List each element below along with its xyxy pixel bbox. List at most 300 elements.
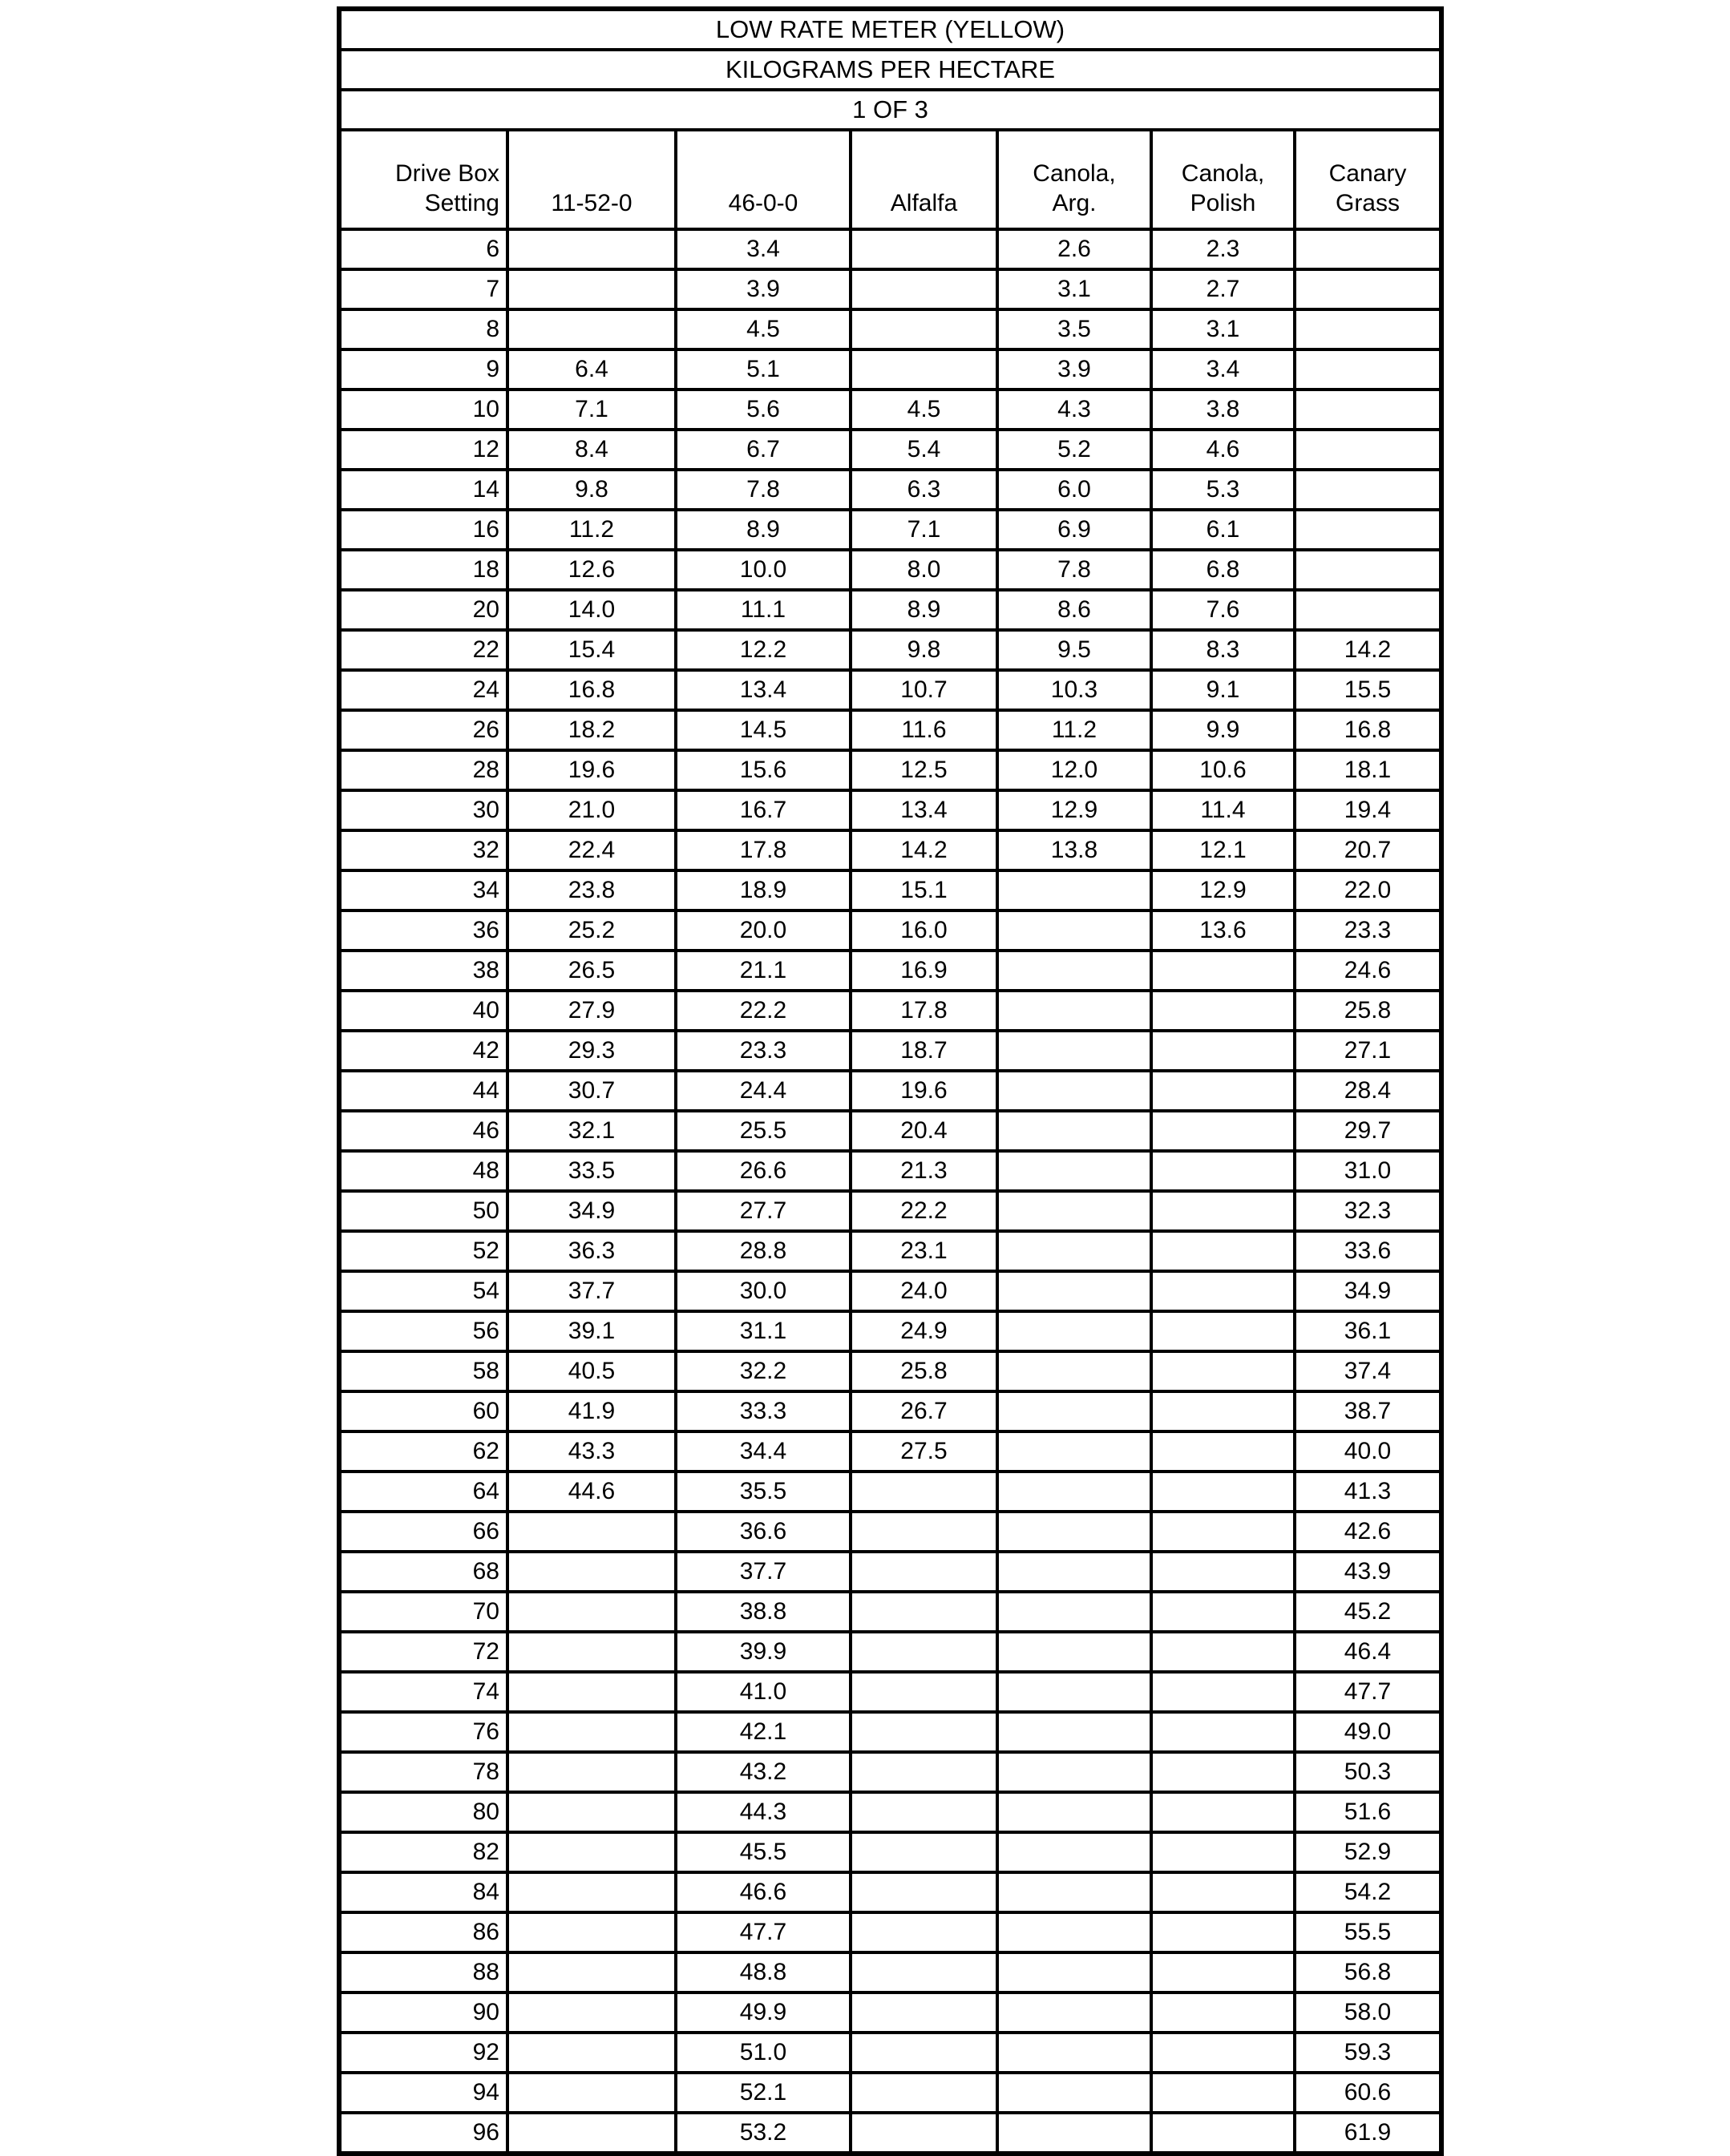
rate-value-cell-canola-polish: 7.6 (1151, 590, 1295, 630)
title-row (339, 9, 1441, 50)
table-row (339, 1191, 1441, 1231)
rate-value-cell-canola-arg: 11.2 (997, 710, 1151, 750)
table-row (339, 710, 1441, 750)
table-row (339, 991, 1441, 1031)
rate-value-cell-11-52-0: 8.4 (507, 430, 676, 470)
rate-value-cell-canola-polish: 9.9 (1151, 710, 1295, 750)
drive-box-setting-cell: 28 (339, 750, 507, 790)
rate-value-cell-canola-polish (1151, 951, 1295, 991)
rate-value-cell-11-52-0: 15.4 (507, 630, 676, 670)
rate-value-cell-11-52-0 (507, 1952, 676, 1992)
rate-value-cell-canary-grass: 61.9 (1295, 2113, 1441, 2154)
drive-box-setting-cell: 7 (339, 269, 507, 309)
drive-box-setting-cell: 44 (339, 1071, 507, 1111)
rate-value-cell-canola-arg (997, 910, 1151, 951)
rate-value-cell-canola-polish (1151, 2073, 1295, 2113)
rate-value-cell-alfalfa: 24.9 (851, 1311, 997, 1351)
rate-value-cell-canola-arg (997, 2073, 1151, 2113)
rate-value-cell-canary-grass: 34.9 (1295, 1271, 1441, 1311)
rate-value-cell-canary-grass (1295, 229, 1441, 269)
rate-value-cell-canola-arg: 3.1 (997, 269, 1151, 309)
table-page-indicator: 1 OF 3 (339, 90, 1441, 130)
rate-value-cell-canola-polish (1151, 1992, 1295, 2033)
rate-value-cell-canary-grass: 25.8 (1295, 991, 1441, 1031)
rate-value-cell-46-0-0: 13.4 (676, 670, 851, 710)
rate-value-cell-canola-arg: 13.8 (997, 830, 1151, 870)
rate-value-cell-canola-polish (1151, 2033, 1295, 2073)
drive-box-setting-cell: 22 (339, 630, 507, 670)
rate-value-cell-canary-grass: 19.4 (1295, 790, 1441, 830)
rate-value-cell-46-0-0: 25.5 (676, 1111, 851, 1151)
drive-box-setting-cell: 88 (339, 1952, 507, 1992)
rate-value-cell-alfalfa: 7.1 (851, 510, 997, 550)
drive-box-setting-cell: 92 (339, 2033, 507, 2073)
rate-value-cell-canary-grass: 20.7 (1295, 830, 1441, 870)
rate-value-cell-canary-grass: 41.3 (1295, 1472, 1441, 1512)
rate-value-cell-11-52-0 (507, 1832, 676, 1872)
rate-value-cell-11-52-0: 11.2 (507, 510, 676, 550)
rate-value-cell-canola-arg (997, 1431, 1151, 1472)
table-row (339, 229, 1441, 269)
column-header-canola-arg: Canola, Arg. (997, 130, 1151, 229)
rate-value-cell-canary-grass: 15.5 (1295, 670, 1441, 710)
rate-value-cell-canary-grass: 38.7 (1295, 1391, 1441, 1431)
drive-box-setting-cell: 40 (339, 991, 507, 1031)
table-row (339, 1672, 1441, 1712)
rate-value-cell-46-0-0: 5.1 (676, 349, 851, 390)
table-row (339, 550, 1441, 590)
rate-value-cell-canola-polish (1151, 1592, 1295, 1632)
column-header-row (339, 130, 1441, 229)
column-header-46-0-0: 46-0-0 (676, 130, 851, 229)
rate-value-cell-alfalfa: 20.4 (851, 1111, 997, 1151)
rate-value-cell-11-52-0 (507, 309, 676, 349)
rate-value-cell-canola-arg (997, 1912, 1151, 1952)
rate-value-cell-canola-arg (997, 1311, 1151, 1351)
rate-value-cell-canola-polish (1151, 1231, 1295, 1271)
table-row (339, 2033, 1441, 2073)
rate-value-cell-46-0-0: 35.5 (676, 1472, 851, 1512)
table-row (339, 590, 1441, 630)
drive-box-setting-cell: 90 (339, 1992, 507, 2033)
rate-value-cell-46-0-0: 32.2 (676, 1351, 851, 1391)
rate-value-cell-alfalfa: 24.0 (851, 1271, 997, 1311)
rate-value-cell-canary-grass: 50.3 (1295, 1752, 1441, 1792)
rate-value-cell-11-52-0 (507, 1632, 676, 1672)
table-title: LOW RATE METER (YELLOW) (339, 9, 1441, 50)
rate-value-cell-canary-grass: 29.7 (1295, 1111, 1441, 1151)
rate-value-cell-canary-grass (1295, 269, 1441, 309)
rate-value-cell-alfalfa: 18.7 (851, 1031, 997, 1071)
drive-box-setting-cell: 68 (339, 1552, 507, 1592)
table-row (339, 910, 1441, 951)
rate-value-cell-11-52-0: 26.5 (507, 951, 676, 991)
rate-value-cell-canola-polish: 2.7 (1151, 269, 1295, 309)
rate-value-cell-46-0-0: 27.7 (676, 1191, 851, 1231)
rate-value-cell-11-52-0 (507, 229, 676, 269)
rate-value-cell-canola-arg (997, 951, 1151, 991)
rate-value-cell-alfalfa (851, 1752, 997, 1792)
drive-box-setting-cell: 16 (339, 510, 507, 550)
rate-value-cell-46-0-0: 11.1 (676, 590, 851, 630)
rate-value-cell-canary-grass: 28.4 (1295, 1071, 1441, 1111)
rate-value-cell-canola-polish (1151, 1271, 1295, 1311)
rate-value-cell-46-0-0: 20.0 (676, 910, 851, 951)
drive-box-setting-cell: 20 (339, 590, 507, 630)
column-header-drive-box-setting: Drive Box Setting (339, 130, 507, 229)
rate-value-cell-canary-grass: 52.9 (1295, 1832, 1441, 1872)
rate-value-cell-46-0-0: 38.8 (676, 1592, 851, 1632)
rate-value-cell-canola-polish: 6.8 (1151, 550, 1295, 590)
table-row (339, 870, 1441, 910)
drive-box-setting-cell: 54 (339, 1271, 507, 1311)
rate-value-cell-canola-polish: 10.6 (1151, 750, 1295, 790)
rate-value-cell-canola-arg: 12.9 (997, 790, 1151, 830)
rate-value-cell-canary-grass: 23.3 (1295, 910, 1441, 951)
rate-value-cell-canola-polish (1151, 1672, 1295, 1712)
rate-value-cell-canola-arg (997, 1672, 1151, 1712)
rate-value-cell-46-0-0: 21.1 (676, 951, 851, 991)
rate-value-cell-46-0-0: 16.7 (676, 790, 851, 830)
table-row (339, 1311, 1441, 1351)
rate-value-cell-canola-polish: 12.1 (1151, 830, 1295, 870)
rate-value-cell-11-52-0 (507, 1912, 676, 1952)
table-row (339, 430, 1441, 470)
rate-value-cell-canary-grass (1295, 309, 1441, 349)
rate-value-cell-canola-polish (1151, 1552, 1295, 1592)
rate-value-cell-alfalfa: 13.4 (851, 790, 997, 830)
rate-value-cell-canola-arg (997, 1872, 1151, 1912)
rate-value-cell-11-52-0 (507, 269, 676, 309)
table-row (339, 470, 1441, 510)
rate-value-cell-canary-grass (1295, 390, 1441, 430)
rate-value-cell-canola-arg (997, 2113, 1151, 2154)
rate-value-cell-canola-polish (1151, 1472, 1295, 1512)
table-row (339, 790, 1441, 830)
table-row (339, 2113, 1441, 2154)
drive-box-setting-cell: 8 (339, 309, 507, 349)
rate-value-cell-11-52-0: 19.6 (507, 750, 676, 790)
drive-box-setting-cell: 66 (339, 1512, 507, 1552)
rate-value-cell-46-0-0: 47.7 (676, 1912, 851, 1952)
rate-value-cell-canola-polish (1151, 1311, 1295, 1351)
rate-value-cell-46-0-0: 14.5 (676, 710, 851, 750)
table-row (339, 510, 1441, 550)
rate-value-cell-alfalfa (851, 1472, 997, 1512)
rate-value-cell-46-0-0: 28.8 (676, 1231, 851, 1271)
table-row (339, 1872, 1441, 1912)
drive-box-setting-cell: 64 (339, 1472, 507, 1512)
low-rate-meter-table (337, 6, 1444, 2156)
drive-box-setting-cell: 10 (339, 390, 507, 430)
rate-value-cell-alfalfa: 23.1 (851, 1231, 997, 1271)
drive-box-setting-cell: 48 (339, 1151, 507, 1191)
rate-value-cell-46-0-0: 6.7 (676, 430, 851, 470)
rate-value-cell-46-0-0: 42.1 (676, 1712, 851, 1752)
rate-value-cell-11-52-0 (507, 1792, 676, 1832)
rate-value-cell-alfalfa: 8.0 (851, 550, 997, 590)
rate-value-cell-11-52-0: 12.6 (507, 550, 676, 590)
drive-box-setting-cell: 32 (339, 830, 507, 870)
rate-value-cell-46-0-0: 30.0 (676, 1271, 851, 1311)
rate-value-cell-alfalfa: 11.6 (851, 710, 997, 750)
rate-value-cell-alfalfa: 27.5 (851, 1431, 997, 1472)
rate-value-cell-46-0-0: 5.6 (676, 390, 851, 430)
column-header-canary-grass: Canary Grass (1295, 130, 1441, 229)
rate-value-cell-alfalfa: 9.8 (851, 630, 997, 670)
rate-value-cell-alfalfa (851, 1712, 997, 1752)
rate-value-cell-canola-polish: 4.6 (1151, 430, 1295, 470)
table-row (339, 1472, 1441, 1512)
rate-value-cell-canola-arg (997, 1992, 1151, 2033)
rate-value-cell-canola-arg: 7.8 (997, 550, 1151, 590)
table-row (339, 2073, 1441, 2113)
table-units-subtitle: KILOGRAMS PER HECTARE (339, 50, 1441, 90)
rate-value-cell-46-0-0: 37.7 (676, 1552, 851, 1592)
rate-value-cell-46-0-0: 10.0 (676, 550, 851, 590)
rate-value-cell-11-52-0: 43.3 (507, 1431, 676, 1472)
rate-value-cell-canary-grass: 60.6 (1295, 2073, 1441, 2113)
rate-value-cell-canola-polish: 6.1 (1151, 510, 1295, 550)
rate-value-cell-canola-arg (997, 1191, 1151, 1231)
rate-value-cell-11-52-0: 27.9 (507, 991, 676, 1031)
rate-value-cell-alfalfa: 5.4 (851, 430, 997, 470)
rate-value-cell-canary-grass: 45.2 (1295, 1592, 1441, 1632)
drive-box-setting-cell: 9 (339, 349, 507, 390)
rate-value-cell-alfalfa: 17.8 (851, 991, 997, 1031)
rate-value-cell-11-52-0: 40.5 (507, 1351, 676, 1391)
rate-value-cell-canola-arg: 4.3 (997, 390, 1151, 430)
rate-value-cell-canola-polish (1151, 991, 1295, 1031)
table-row (339, 309, 1441, 349)
rate-value-cell-46-0-0: 43.2 (676, 1752, 851, 1792)
rate-value-cell-11-52-0 (507, 2113, 676, 2154)
table-row (339, 1832, 1441, 1872)
table-row (339, 1031, 1441, 1071)
drive-box-setting-cell: 26 (339, 710, 507, 750)
rate-value-cell-canola-arg (997, 991, 1151, 1031)
rate-value-cell-canola-arg: 6.0 (997, 470, 1151, 510)
rate-value-cell-canola-arg: 10.3 (997, 670, 1151, 710)
rate-value-cell-alfalfa: 16.0 (851, 910, 997, 951)
units-row (339, 50, 1441, 90)
rate-value-cell-canary-grass: 27.1 (1295, 1031, 1441, 1071)
rate-value-cell-alfalfa (851, 2113, 997, 2154)
column-header-canola-polish: Canola, Polish (1151, 130, 1295, 229)
rate-value-cell-46-0-0: 39.9 (676, 1632, 851, 1672)
rate-value-cell-canola-polish: 11.4 (1151, 790, 1295, 830)
rate-value-cell-11-52-0: 21.0 (507, 790, 676, 830)
rate-value-cell-11-52-0: 33.5 (507, 1151, 676, 1191)
rate-value-cell-canola-arg: 5.2 (997, 430, 1151, 470)
rate-value-cell-11-52-0 (507, 1512, 676, 1552)
table-row (339, 1952, 1441, 1992)
rate-value-cell-canola-polish: 12.9 (1151, 870, 1295, 910)
drive-box-setting-cell: 6 (339, 229, 507, 269)
rate-value-cell-46-0-0: 12.2 (676, 630, 851, 670)
drive-box-setting-cell: 34 (339, 870, 507, 910)
drive-box-setting-cell: 42 (339, 1031, 507, 1071)
rate-value-cell-alfalfa: 4.5 (851, 390, 997, 430)
table-row (339, 1351, 1441, 1391)
rate-value-cell-canary-grass: 42.6 (1295, 1512, 1441, 1552)
rate-value-cell-11-52-0 (507, 1752, 676, 1792)
rate-value-cell-canola-arg (997, 1592, 1151, 1632)
rate-value-cell-11-52-0: 34.9 (507, 1191, 676, 1231)
rate-value-cell-canary-grass (1295, 349, 1441, 390)
drive-box-setting-cell: 80 (339, 1792, 507, 1832)
table-row (339, 750, 1441, 790)
rate-value-cell-46-0-0: 49.9 (676, 1992, 851, 2033)
rate-value-cell-alfalfa: 25.8 (851, 1351, 997, 1391)
rate-value-cell-11-52-0: 37.7 (507, 1271, 676, 1311)
rate-value-cell-canary-grass (1295, 470, 1441, 510)
rate-value-cell-canola-arg (997, 1151, 1151, 1191)
drive-box-setting-cell: 50 (339, 1191, 507, 1231)
rate-value-cell-46-0-0: 36.6 (676, 1512, 851, 1552)
rate-value-cell-canary-grass: 43.9 (1295, 1552, 1441, 1592)
rate-value-cell-11-52-0: 16.8 (507, 670, 676, 710)
rate-value-cell-46-0-0: 48.8 (676, 1952, 851, 1992)
rate-value-cell-canola-polish (1151, 1031, 1295, 1071)
drive-box-setting-cell: 82 (339, 1832, 507, 1872)
rate-value-cell-alfalfa (851, 1632, 997, 1672)
rate-value-cell-canola-polish (1151, 1151, 1295, 1191)
drive-box-setting-cell: 78 (339, 1752, 507, 1792)
rate-value-cell-canary-grass: 31.0 (1295, 1151, 1441, 1191)
rate-value-cell-46-0-0: 24.4 (676, 1071, 851, 1111)
rate-value-cell-alfalfa: 14.2 (851, 830, 997, 870)
rate-value-cell-canola-arg: 8.6 (997, 590, 1151, 630)
rate-value-cell-canola-polish (1151, 1952, 1295, 1992)
table-row (339, 670, 1441, 710)
drive-box-setting-cell: 18 (339, 550, 507, 590)
table-row (339, 349, 1441, 390)
rate-value-cell-canary-grass: 54.2 (1295, 1872, 1441, 1912)
drive-box-setting-cell: 94 (339, 2073, 507, 2113)
table-row (339, 1271, 1441, 1311)
rate-value-cell-canola-polish: 3.8 (1151, 390, 1295, 430)
column-header-alfalfa: Alfalfa (851, 130, 997, 229)
rate-value-cell-46-0-0: 3.4 (676, 229, 851, 269)
rate-value-cell-canola-polish: 3.1 (1151, 309, 1295, 349)
rate-value-cell-canola-arg (997, 1552, 1151, 1592)
drive-box-setting-cell: 60 (339, 1391, 507, 1431)
rate-value-cell-46-0-0: 8.9 (676, 510, 851, 550)
table-row (339, 1071, 1441, 1111)
rate-value-cell-canary-grass: 16.8 (1295, 710, 1441, 750)
rate-value-cell-alfalfa (851, 349, 997, 390)
rate-value-cell-46-0-0: 18.9 (676, 870, 851, 910)
rate-value-cell-alfalfa (851, 309, 997, 349)
rate-value-cell-11-52-0: 36.3 (507, 1231, 676, 1271)
rate-value-cell-canola-arg: 6.9 (997, 510, 1151, 550)
rate-value-cell-alfalfa: 15.1 (851, 870, 997, 910)
rate-value-cell-canola-polish (1151, 1752, 1295, 1792)
rate-value-cell-canola-polish (1151, 1431, 1295, 1472)
rate-value-cell-canola-polish: 13.6 (1151, 910, 1295, 951)
table-row (339, 830, 1441, 870)
rate-value-cell-alfalfa (851, 1912, 997, 1952)
rate-value-cell-alfalfa: 22.2 (851, 1191, 997, 1231)
drive-box-setting-cell: 52 (339, 1231, 507, 1271)
rate-value-cell-canola-arg (997, 1271, 1151, 1311)
rate-value-cell-canola-polish: 8.3 (1151, 630, 1295, 670)
rate-value-cell-alfalfa: 26.7 (851, 1391, 997, 1431)
drive-box-setting-cell: 30 (339, 790, 507, 830)
rate-value-cell-canola-arg (997, 1752, 1151, 1792)
drive-box-setting-cell: 36 (339, 910, 507, 951)
rate-value-cell-46-0-0: 23.3 (676, 1031, 851, 1071)
rate-value-cell-11-52-0: 41.9 (507, 1391, 676, 1431)
rate-value-cell-canary-grass: 14.2 (1295, 630, 1441, 670)
rate-value-cell-canola-arg (997, 1792, 1151, 1832)
rate-value-cell-11-52-0: 25.2 (507, 910, 676, 951)
drive-box-setting-cell: 56 (339, 1311, 507, 1351)
rate-value-cell-canola-arg (997, 1111, 1151, 1151)
rate-value-cell-canola-arg (997, 2033, 1151, 2073)
rate-value-cell-canola-arg (997, 1031, 1151, 1071)
rate-value-cell-46-0-0: 17.8 (676, 830, 851, 870)
rate-value-cell-46-0-0: 31.1 (676, 1311, 851, 1351)
rate-value-cell-canola-arg (997, 1071, 1151, 1111)
rate-value-cell-canola-polish: 2.3 (1151, 229, 1295, 269)
rate-value-cell-canola-polish (1151, 1512, 1295, 1552)
column-header-11-52-0: 11-52-0 (507, 130, 676, 229)
rate-value-cell-alfalfa (851, 1552, 997, 1592)
rate-value-cell-46-0-0: 3.9 (676, 269, 851, 309)
rate-value-cell-canola-polish (1151, 1071, 1295, 1111)
rate-value-cell-11-52-0: 29.3 (507, 1031, 676, 1071)
rate-value-cell-canola-polish (1151, 1111, 1295, 1151)
rate-value-cell-canola-arg (997, 1472, 1151, 1512)
rate-value-cell-11-52-0 (507, 1712, 676, 1752)
rate-value-cell-alfalfa: 10.7 (851, 670, 997, 710)
rate-value-cell-canola-arg (997, 1351, 1151, 1391)
rate-value-cell-alfalfa (851, 2033, 997, 2073)
rate-value-cell-canola-polish (1151, 2113, 1295, 2154)
rate-value-cell-alfalfa (851, 2073, 997, 2113)
rate-value-cell-alfalfa (851, 1872, 997, 1912)
rate-value-cell-canola-arg: 9.5 (997, 630, 1151, 670)
table-row (339, 1752, 1441, 1792)
rate-value-cell-canary-grass: 51.6 (1295, 1792, 1441, 1832)
rate-value-cell-46-0-0: 44.3 (676, 1792, 851, 1832)
rate-value-cell-alfalfa: 19.6 (851, 1071, 997, 1111)
drive-box-setting-cell: 46 (339, 1111, 507, 1151)
table-row (339, 1632, 1441, 1672)
drive-box-setting-cell: 70 (339, 1592, 507, 1632)
rate-value-cell-canola-polish: 3.4 (1151, 349, 1295, 390)
table-row (339, 1552, 1441, 1592)
rate-value-cell-alfalfa: 16.9 (851, 951, 997, 991)
rate-value-cell-canola-polish (1151, 1351, 1295, 1391)
rate-value-cell-canola-arg (997, 870, 1151, 910)
rate-value-cell-46-0-0: 53.2 (676, 2113, 851, 2154)
rate-value-cell-alfalfa (851, 269, 997, 309)
drive-box-setting-cell: 58 (339, 1351, 507, 1391)
table-row (339, 1431, 1441, 1472)
rate-value-cell-46-0-0: 45.5 (676, 1832, 851, 1872)
table-row (339, 1151, 1441, 1191)
rate-value-cell-11-52-0: 7.1 (507, 390, 676, 430)
table-row (339, 1391, 1441, 1431)
rate-value-cell-canola-arg (997, 1512, 1151, 1552)
rate-value-cell-46-0-0: 41.0 (676, 1672, 851, 1712)
rate-value-cell-11-52-0: 23.8 (507, 870, 676, 910)
rate-value-cell-canary-grass: 56.8 (1295, 1952, 1441, 1992)
rate-value-cell-11-52-0 (507, 1552, 676, 1592)
